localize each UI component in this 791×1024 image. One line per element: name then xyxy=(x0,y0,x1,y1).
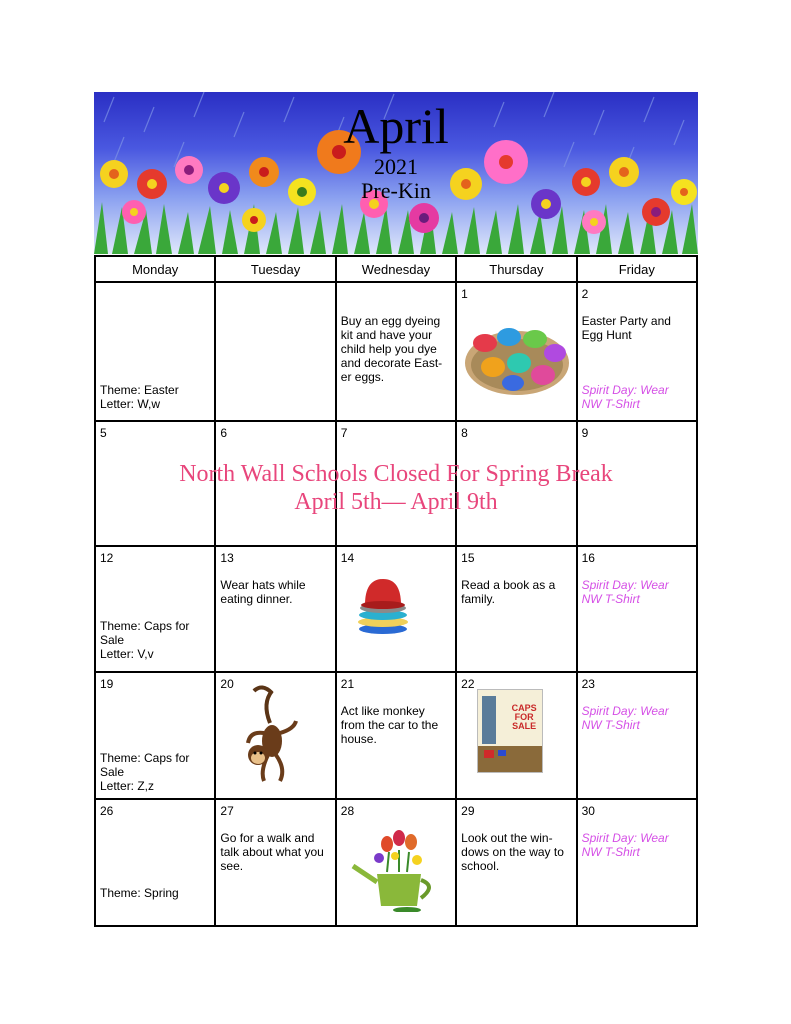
day-cell xyxy=(456,672,576,799)
day-number: 20 xyxy=(220,677,234,691)
spirit-day-text: Spirit Day: Wear NW T-Shirt xyxy=(581,831,669,859)
caps-for-sale-book-cover xyxy=(477,689,543,773)
year-title: 2021 xyxy=(374,154,418,179)
spirit-day-text: Spirit Day: Wear NW T-Shirt xyxy=(581,383,669,411)
letter-text: Letter: Z,z xyxy=(100,779,155,793)
weekday-header-row xyxy=(95,256,697,282)
day-number: 8 xyxy=(461,426,468,440)
class-title: Pre-Kin xyxy=(361,178,431,203)
day-cell xyxy=(215,282,335,421)
event-text: Wear hats while eating dinner. xyxy=(220,578,306,606)
day-cell xyxy=(95,799,215,926)
event-text: Read a book as a family. xyxy=(461,578,556,606)
theme-text: Theme: Caps for Sale xyxy=(100,619,190,647)
day-cell xyxy=(215,546,335,672)
day-number: 23 xyxy=(581,677,595,691)
weekday-thursday: Thursday xyxy=(456,256,576,282)
day-number: 27 xyxy=(220,804,234,818)
event-text: Go for a walk and talk about what you see. xyxy=(220,831,324,873)
day-number: 2 xyxy=(581,287,589,301)
day-number: 28 xyxy=(340,804,355,818)
spirit-day-text: Spirit Day: Wear NW T-Shirt xyxy=(581,578,669,606)
easter-eggs-image xyxy=(463,315,571,397)
header-banner xyxy=(94,92,698,254)
monkey-icon xyxy=(242,683,302,793)
day-number: 7 xyxy=(340,426,348,440)
day-number: 13 xyxy=(220,551,234,565)
day-number: 9 xyxy=(581,426,589,440)
day-number: 1 xyxy=(461,287,468,301)
school-closed-dates: April 5th— April 9th xyxy=(294,489,498,515)
calendar-grid xyxy=(94,255,698,927)
day-number: 26 xyxy=(100,804,114,818)
day-cell xyxy=(95,546,215,672)
event-text: Act like monkey from the car to the house. xyxy=(340,704,439,746)
day-number: 15 xyxy=(461,551,475,565)
day-cell xyxy=(336,546,456,672)
watering-can-flowers-icon xyxy=(349,822,439,912)
theme-text: Theme: Spring xyxy=(100,886,179,900)
day-cell xyxy=(95,672,215,799)
event-text: Look out the win-dows on the way to school. xyxy=(461,831,564,873)
day-cell xyxy=(336,672,456,799)
day-cell xyxy=(95,282,215,421)
day-cell xyxy=(215,799,335,926)
day-number: 30 xyxy=(581,804,595,818)
day-number: 29 xyxy=(461,804,475,818)
day-cell xyxy=(456,546,576,672)
day-cell xyxy=(577,282,697,421)
day-number: 22 xyxy=(461,677,475,691)
day-number: 21 xyxy=(340,677,355,691)
day-number: 6 xyxy=(220,426,228,440)
week-row-1 xyxy=(95,282,697,421)
theme-text: Theme: Caps for Sale xyxy=(100,751,190,779)
day-number: 14 xyxy=(340,551,355,565)
day-number: 19 xyxy=(100,677,114,691)
book-title: CAPS FOR SALE xyxy=(511,703,537,731)
stacked-hats-icon xyxy=(357,575,411,635)
theme-text: Theme: Easter xyxy=(100,383,179,397)
day-number: 16 xyxy=(581,551,595,565)
letter-text: Letter: W,w xyxy=(100,397,161,411)
event-text: Buy an egg dyeing kit and have your child help you dye and decorate East-er eggs. xyxy=(340,314,443,384)
weekday-tuesday: Tuesday xyxy=(215,256,335,282)
weekday-monday: Monday xyxy=(95,256,215,282)
day-cell xyxy=(577,672,697,799)
day-cell xyxy=(456,282,576,421)
day-cell xyxy=(577,546,697,672)
day-cell xyxy=(456,799,576,926)
event-text: Easter Party and Egg Hunt xyxy=(581,314,671,342)
day-cell xyxy=(577,799,697,926)
weekday-wednesday: Wednesday xyxy=(336,256,456,282)
day-number: 12 xyxy=(100,551,114,565)
week-row-5 xyxy=(95,799,697,926)
day-cell xyxy=(336,282,456,421)
weekday-friday: Friday xyxy=(577,256,697,282)
day-cell xyxy=(336,799,456,926)
school-closed-notice: North Wall Schools Closed For Spring Break xyxy=(179,461,613,487)
day-number: 5 xyxy=(100,426,107,440)
letter-text: Letter: V,v xyxy=(100,647,154,661)
week-row-3 xyxy=(95,546,697,672)
month-title: April xyxy=(343,98,449,154)
spirit-day-text: Spirit Day: Wear NW T-Shirt xyxy=(581,704,669,732)
day-cell xyxy=(215,672,335,799)
week-row-4 xyxy=(95,672,697,799)
